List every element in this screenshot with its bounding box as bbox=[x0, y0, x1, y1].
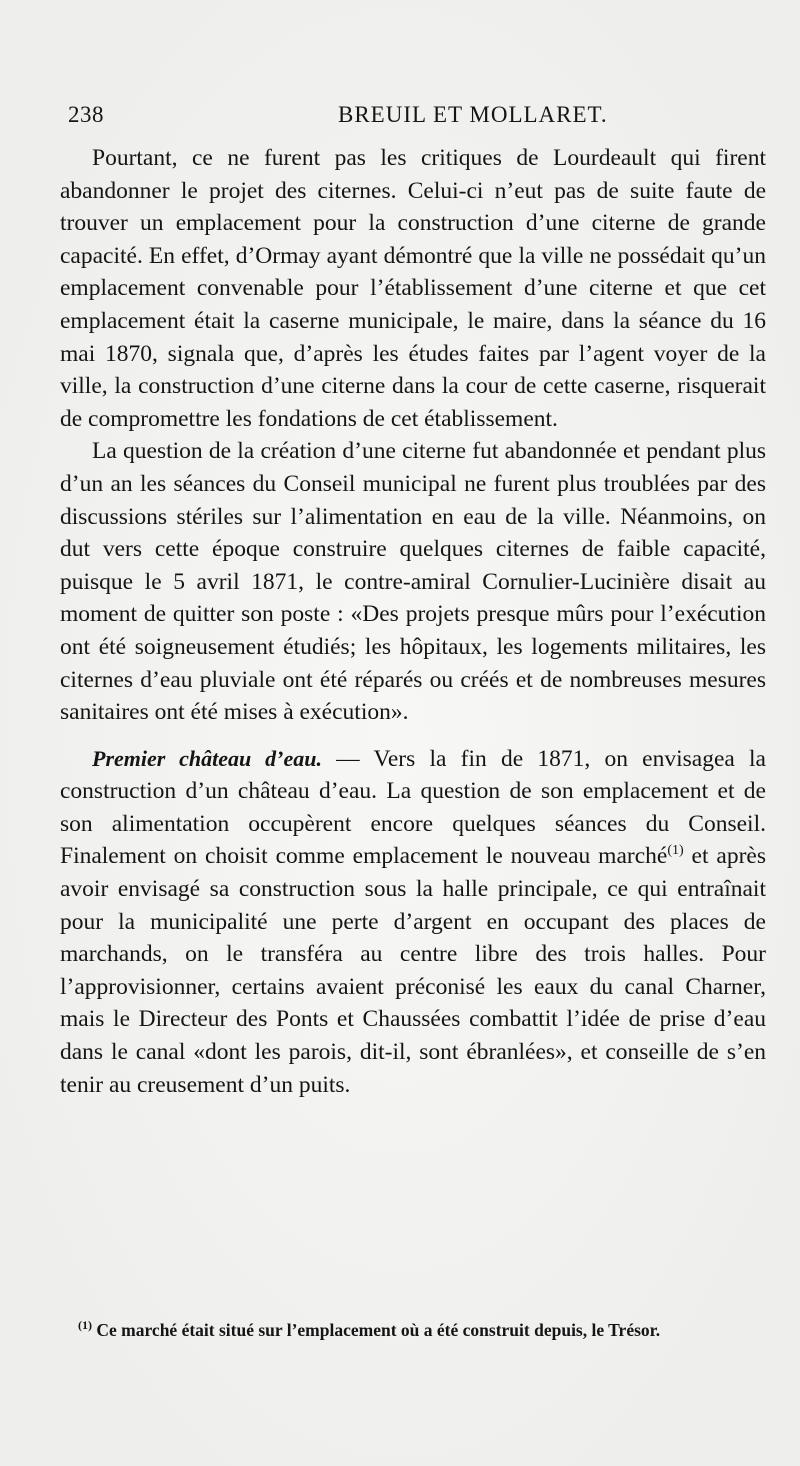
footnote-reference: (1) bbox=[667, 843, 684, 859]
body-text bbox=[60, 142, 766, 1101]
paragraph-3 bbox=[60, 743, 766, 1102]
page-header bbox=[68, 102, 748, 134]
paragraph-2: La question de la création d’une citerne fut abandonnée et pendant plus d’un an les séances du Conseil municipal ne furent plus troublées par des discussions stériles sur l’alimentation en eau de la ville. Néanmoins, on dut vers cette époque construire quelques citernes de faible capacité, puisque le 5 avril 1871, le contre-amiral Cornulier-Lucinière disait au moment de quitter son poste : «Des projets presque mûrs pour l’exécution ont été soigneusement étudiés; les hôpitaux, les logements militaires, les citernes d’eau pluviale ont été réparés ou créés et de nombreuses mesures sanitaires ont été mises à exécution». bbox=[60, 438, 766, 726]
footnote bbox=[60, 1318, 766, 1342]
footnote-mark: (1) bbox=[78, 1318, 92, 1333]
page-number: 238 bbox=[68, 102, 104, 127]
footnote-text: Ce marché était situé sur l’emplacement où a été construit depuis, le Trésor. bbox=[92, 1320, 661, 1340]
section-title: Premier château d’eau. bbox=[92, 745, 322, 771]
paragraph-3-part-1: — Vers la fin de 1871, on envisagea la construction d’un château d’eau. La question de son emplacement et de son alimentation occupèrent encore quelques séances du Conseil. Finalement on choisit comme emplacement le nouveau marché bbox=[60, 745, 766, 870]
paragraph-3-part-2: et après avoir envisagé sa construction sous la halle principale, ce qui entraînait pour la municipalité une perte d’argent en occupant des places de marchands, on le transféra au centre libre des trois halles. Pour l’approvisionner, certains avaient préconisé les eaux du canal Charner, mais le Directeur des Ponts et Chaussées combattit l’idée de prise d’eau dans le canal «dont les parois, dit-il, sont ébranlées», et conseille de s’en tenir au creusement d’un puits. bbox=[60, 843, 766, 1098]
paragraph-1: Pourtant, ce ne furent pas les critiques de Lourdeault qui firent abandonner le projet des citernes. Celui-ci n’eut pas de suite faute de trouver un emplacement pour la construction d’une citerne de grande capacité. En effet, d’Ormay ayant démontré que la ville ne possédait qu’un emplacement convenable pour l’établissement d’une citerne et que cet emplacement était la caserne municipale, le maire, dans la séance du 16 mai 1870, signala que, d’après les études faites par l’agent voyer de la ville, la construction d’une citerne dans la cour de cette caserne, risquerait de compromettre les fondations de cet établissement. bbox=[60, 145, 766, 432]
running-title: BREUIL ET MOLLARET. bbox=[338, 102, 608, 127]
